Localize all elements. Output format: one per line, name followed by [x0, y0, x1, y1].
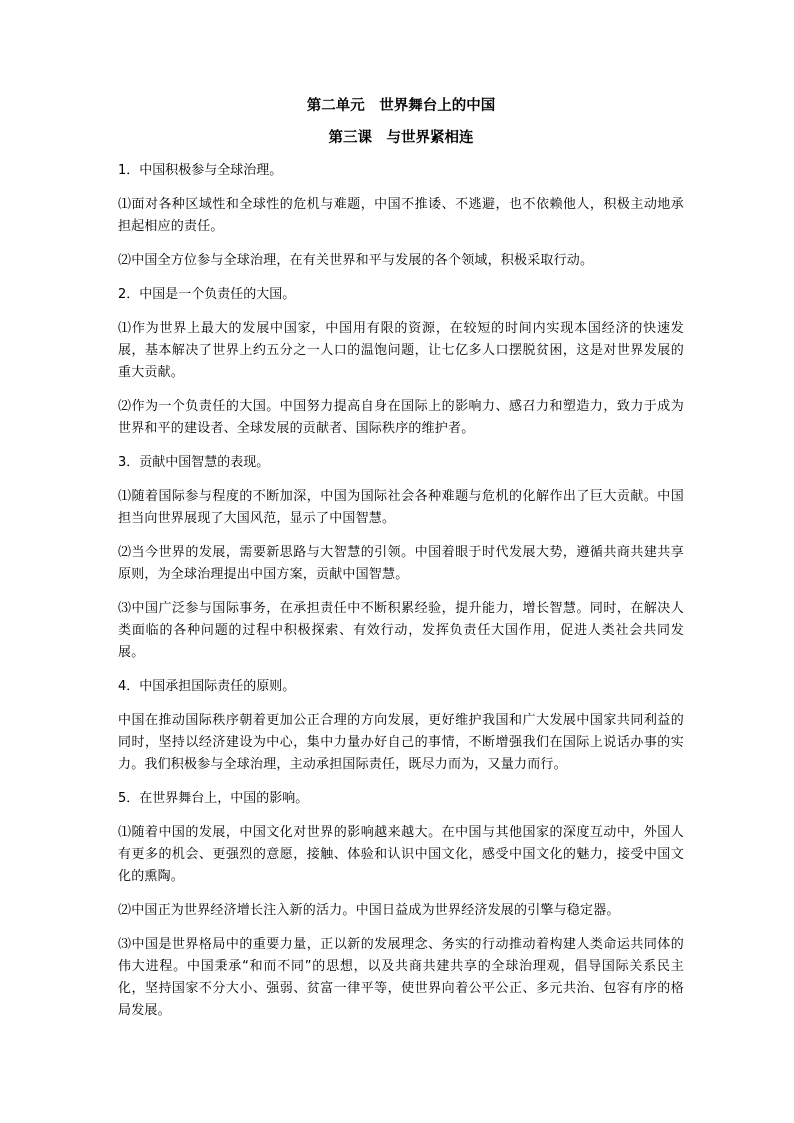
section-heading: 5．在世界舞台上，中国的影响。 [118, 791, 309, 806]
paragraph: 中国在推动国际秩序朝着更加公正合理的方向发展，更好维护我国和广大发展中国家共同利益的同时，坚持以经济建设为中心，集中力量办好自己的事情，不断增强我们在国际上说话办事的实力。我们积极参与全球治理，主动承担国际责任，既尽力而为，又量力而行。 [118, 713, 684, 772]
unit-title: 第二单元 世界舞台上的中国 [306, 98, 496, 114]
paragraph: ⑴作为世界上最大的发展中国家，中国用有限的资源，在较短的时间内实现本国经济的快速发展，基本解决了世界上约五分之一人口的温饱问题，让七亿多人口摆脱贫困，这是对世界发展的重大贡献。 [118, 321, 684, 380]
paragraph: ⑴面对各种区域性和全球性的危机与难题，中国不推诿、不逃避，也不依赖他人，积极主动地承担起相应的责任。 [118, 197, 684, 234]
paragraph: ⑵当今世界的发展，需要新思路与大智慧的引领。中国着眼于时代发展大势，遵循共商共建共享原则，为全球治理提出中国方案，贡献中国智慧。 [118, 545, 684, 582]
section-heading: 2．中国是一个负责任的大国。 [118, 287, 296, 302]
paragraph: ⑶中国是世界格局中的重要力量，正以新的发展理念、务实的行动推动着构建人类命运共同体的伟大进程。中国秉承“和而不同”的思想，以及共商共建共享的全球治理观，倡导国际关系民主化，坚持国家不分大小、强弱、贫富一律平等，使世界向着公平公正、多元共治、包容有序的格局发展。 [118, 937, 684, 1018]
document-page [118, 96, 684, 1034]
section-heading: 1．中国积极参与全球治理。 [118, 163, 283, 178]
section-heading: 4．中国承担国际责任的原则。 [118, 679, 296, 694]
section-3 [118, 452, 684, 664]
paragraph: ⑶中国广泛参与国际事务，在承担责任中不断积累经验，提升能力，增长智慧。同时，在解决人类面临的各种问题的过程中积极探索、有效行动，发挥负责任大国作用，促进人类社会共同发展。 [118, 601, 684, 660]
section-2 [118, 284, 684, 440]
paragraph: ⑵中国正为世界经济增长注入新的活力。中国日益成为世界经济发展的引擎与稳定器。 [118, 903, 620, 918]
section-5 [118, 788, 684, 1022]
lesson-title: 第三课 与世界紧相连 [328, 130, 474, 146]
section-1 [118, 160, 684, 272]
paragraph: ⑵中国全方位参与全球治理，在有关世界和平与发展的各个领域，积极采取行动。 [118, 253, 594, 268]
paragraph: ⑴随着中国的发展，中国文化对世界的影响越来越大。在中国与其他国家的深度互动中，外国人有更多的机会、更强烈的意愿，接触、体验和认识中国文化，感受中国文化的魅力，接受中国文化的熏陶。 [118, 825, 684, 884]
paragraph: ⑵作为一个负责任的大国。中国努力提高自身在国际上的影响力、感召力和塑造力，致力于成为世界和平的建设者、全球发展的贡献者、国际秩序的维护者。 [118, 399, 684, 436]
section-4 [118, 676, 684, 776]
section-heading: 3．贡献中国智慧的表现。 [118, 455, 270, 470]
paragraph: ⑴随着国际参与程度的不断加深，中国为国际社会各种难题与危机的化解作出了巨大贡献。中国担当向世界展现了大国风范，显示了中国智慧。 [118, 489, 684, 526]
